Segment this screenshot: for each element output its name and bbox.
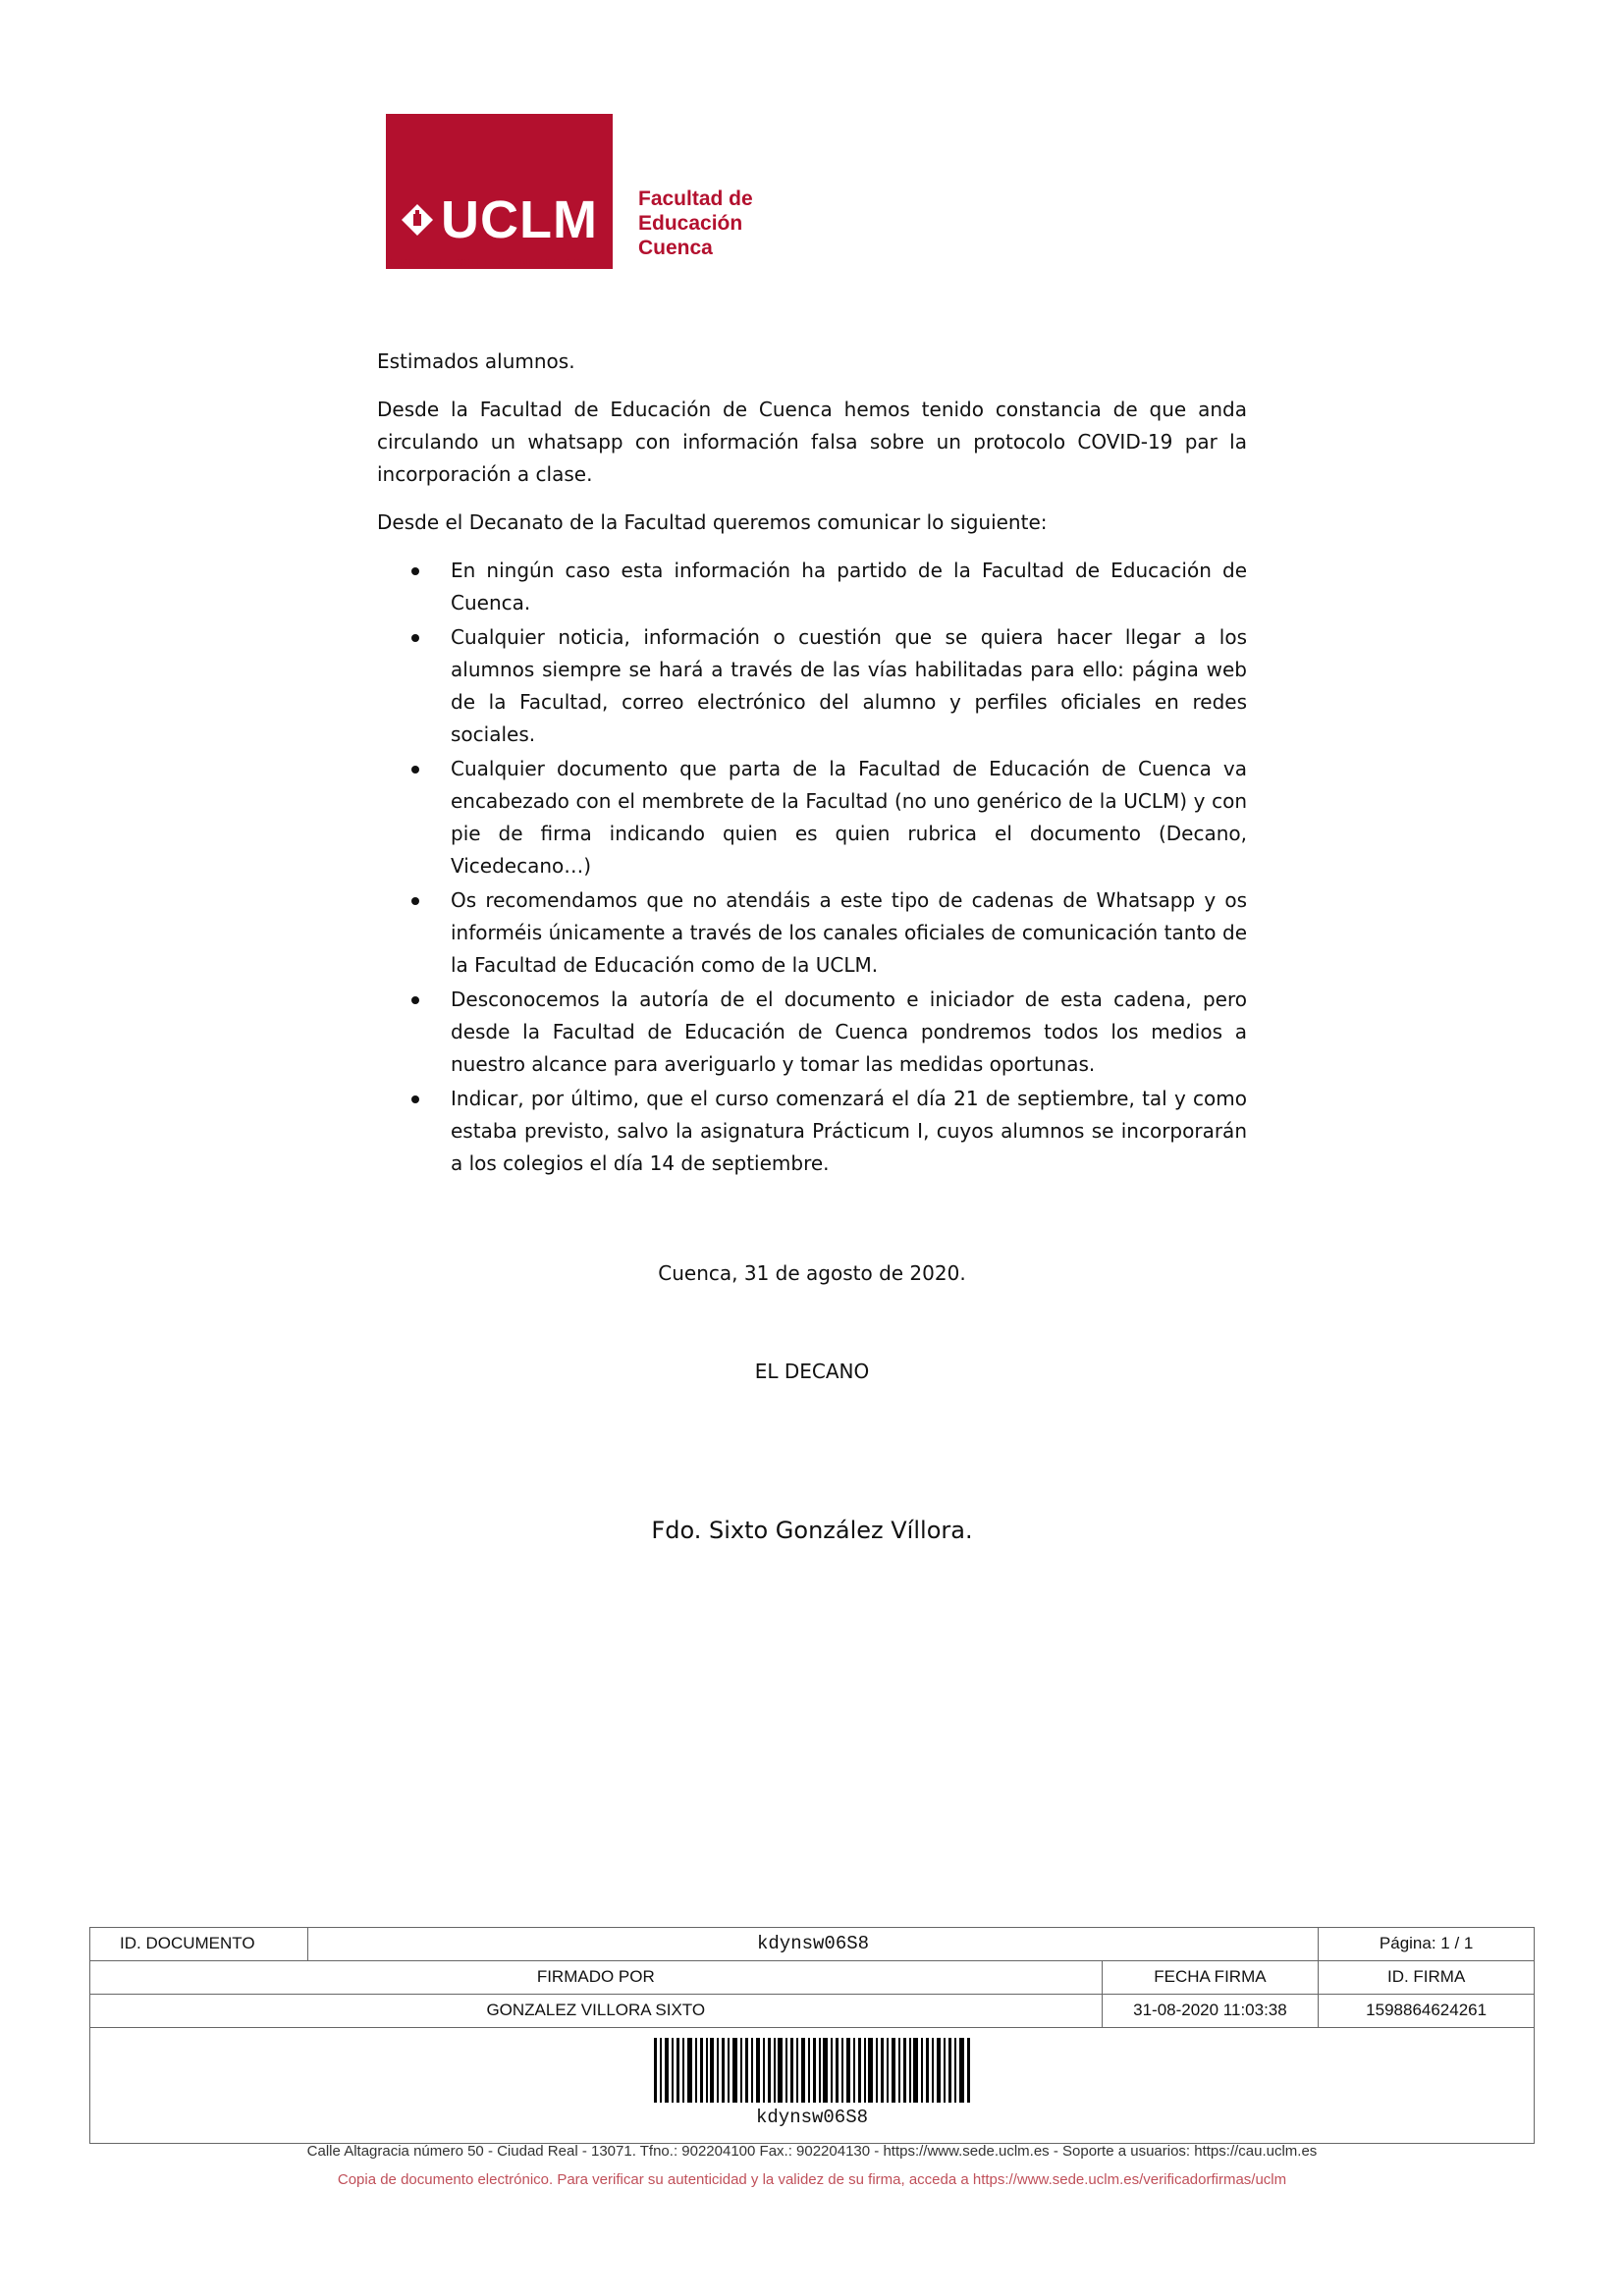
- campus-tagline: CAMPUS DE EXCELENCIA INTERNACIONAL: [386, 258, 602, 269]
- list-item: [451, 555, 1247, 619]
- letter-body: [377, 346, 1247, 1182]
- faculty-line: Cuenca: [638, 237, 713, 259]
- closing-signature: Fdo. Sixto González Víllora.: [651, 1517, 973, 1544]
- bullet-list: [377, 555, 1247, 1180]
- greeting: Estimados alumnos.: [377, 349, 575, 373]
- firmado-por-label: FIRMADO POR: [90, 1961, 1103, 1994]
- intro-paragraph: Desde la Facultad de Educación de Cuenca hemos tenido constancia de que anda circulando un whatsapp con información falsa sobre un protocolo COVID-19 par la incorporación a clase.: [377, 398, 1247, 486]
- list-item-text: Desconocemos la autoría de el documento e iniciador de esta cadena, pero desde la Facultad de Educación de Cuenca pondremos todos los medios a nuestro alcance para averiguarlo y tomar las medidas oportunas.: [451, 988, 1247, 1076]
- list-item-text: Indicar, por último, que el curso comenzará el día 21 de septiembre, tal y como estaba previsto, salvo la asignatura Prácticum I, cuyos alumnos se incorporarán a los colegios el día 14 de septiembre.: [451, 1087, 1247, 1175]
- table-row: [89, 1927, 1535, 1960]
- id-documento-value: kdynsw06S8: [308, 1928, 1320, 1960]
- closing-date: Cuenca, 31 de agosto de 2020.: [658, 1261, 966, 1285]
- bullet-icon: [411, 766, 419, 774]
- list-item-text: En ningún caso esta información ha partido de la Facultad de Educación de Cuenca.: [451, 559, 1247, 614]
- bullet-icon: [411, 634, 419, 642]
- list-item: [451, 621, 1247, 751]
- faculty-line: Facultad de: [638, 187, 753, 210]
- footer-verify-link[interactable]: Copia de documento electrónico. Para verificar su autenticidad y la validez de su firma, acceda a https://www.sede.uclm.es/verificadorfirmas/uclm: [337, 2171, 1287, 2188]
- barcode-icon: [654, 2038, 972, 2103]
- list-item: [451, 884, 1247, 982]
- uclm-emblem-icon: [400, 202, 435, 238]
- bullet-icon: [411, 1095, 419, 1103]
- closing-role: EL DECANO: [754, 1360, 870, 1383]
- barcode-area: [89, 2027, 1535, 2144]
- bullet-icon: [411, 897, 419, 905]
- firmado-por-value: GONZALEZ VILLORA SIXTO: [90, 1995, 1103, 2027]
- id-documento-label: ID. DOCUMENTO: [90, 1928, 308, 1960]
- list-item: [451, 984, 1247, 1081]
- id-firma-label: ID. FIRMA: [1386, 1967, 1466, 1986]
- faculty-name: [638, 187, 753, 260]
- page-counter: Página: 1 / 1: [1379, 1934, 1474, 1952]
- list-item: [451, 1083, 1247, 1180]
- fecha-firma-value: 31-08-2020 11:03:38: [1103, 1995, 1320, 2027]
- faculty-line: Educación: [638, 212, 743, 235]
- table-row: [89, 1994, 1535, 2027]
- list-item-text: Cualquier noticia, información o cuestión que se quiera hacer llegar a los alumnos siempre se hará a través de las vías habilitadas para ello: página web de la Facultad, correo electrónico del alumno y perfiles oficiales en redes sociales.: [451, 625, 1247, 746]
- barcode-text: kdynsw06S8: [755, 2107, 869, 2128]
- id-firma-value: 1598864624261: [1366, 2001, 1488, 2019]
- table-row: [89, 1960, 1535, 1994]
- fecha-firma-label: FECHA FIRMA: [1103, 1961, 1320, 1994]
- list-item-text: Os recomendamos que no atendáis a este tipo de cadenas de Whatsapp y os informéis únicamente a través de los canales oficiales de comunicación tanto de la Facultad de Educación como de la UCLM.: [451, 888, 1247, 977]
- uclm-logo: [386, 114, 613, 269]
- bullet-icon: [411, 996, 419, 1004]
- logo-wordmark: UCLM: [441, 190, 598, 249]
- footer-address: Calle Altagracia número 50 - Ciudad Real - 13071. Tfno.: 902204100 Fax.: 902204130 - https://www.sede.uclm.es - Soporte a usuarios: https://cau.uclm.es: [306, 2143, 1318, 2160]
- signature-table: [89, 1927, 1535, 2144]
- list-item: [451, 753, 1247, 882]
- list-item-text: Cualquier documento que parta de la Facultad de Educación de Cuenca va encabezado con el membrete de la Facultad (no uno genérico de la UCLM) y con pie de firma indicando quien es quien rubrica el documento (Decano, Vicedecano…): [451, 757, 1247, 878]
- bullet-icon: [411, 567, 419, 575]
- lead-paragraph: Desde el Decanato de la Facultad queremos comunicar lo siguiente:: [377, 510, 1048, 534]
